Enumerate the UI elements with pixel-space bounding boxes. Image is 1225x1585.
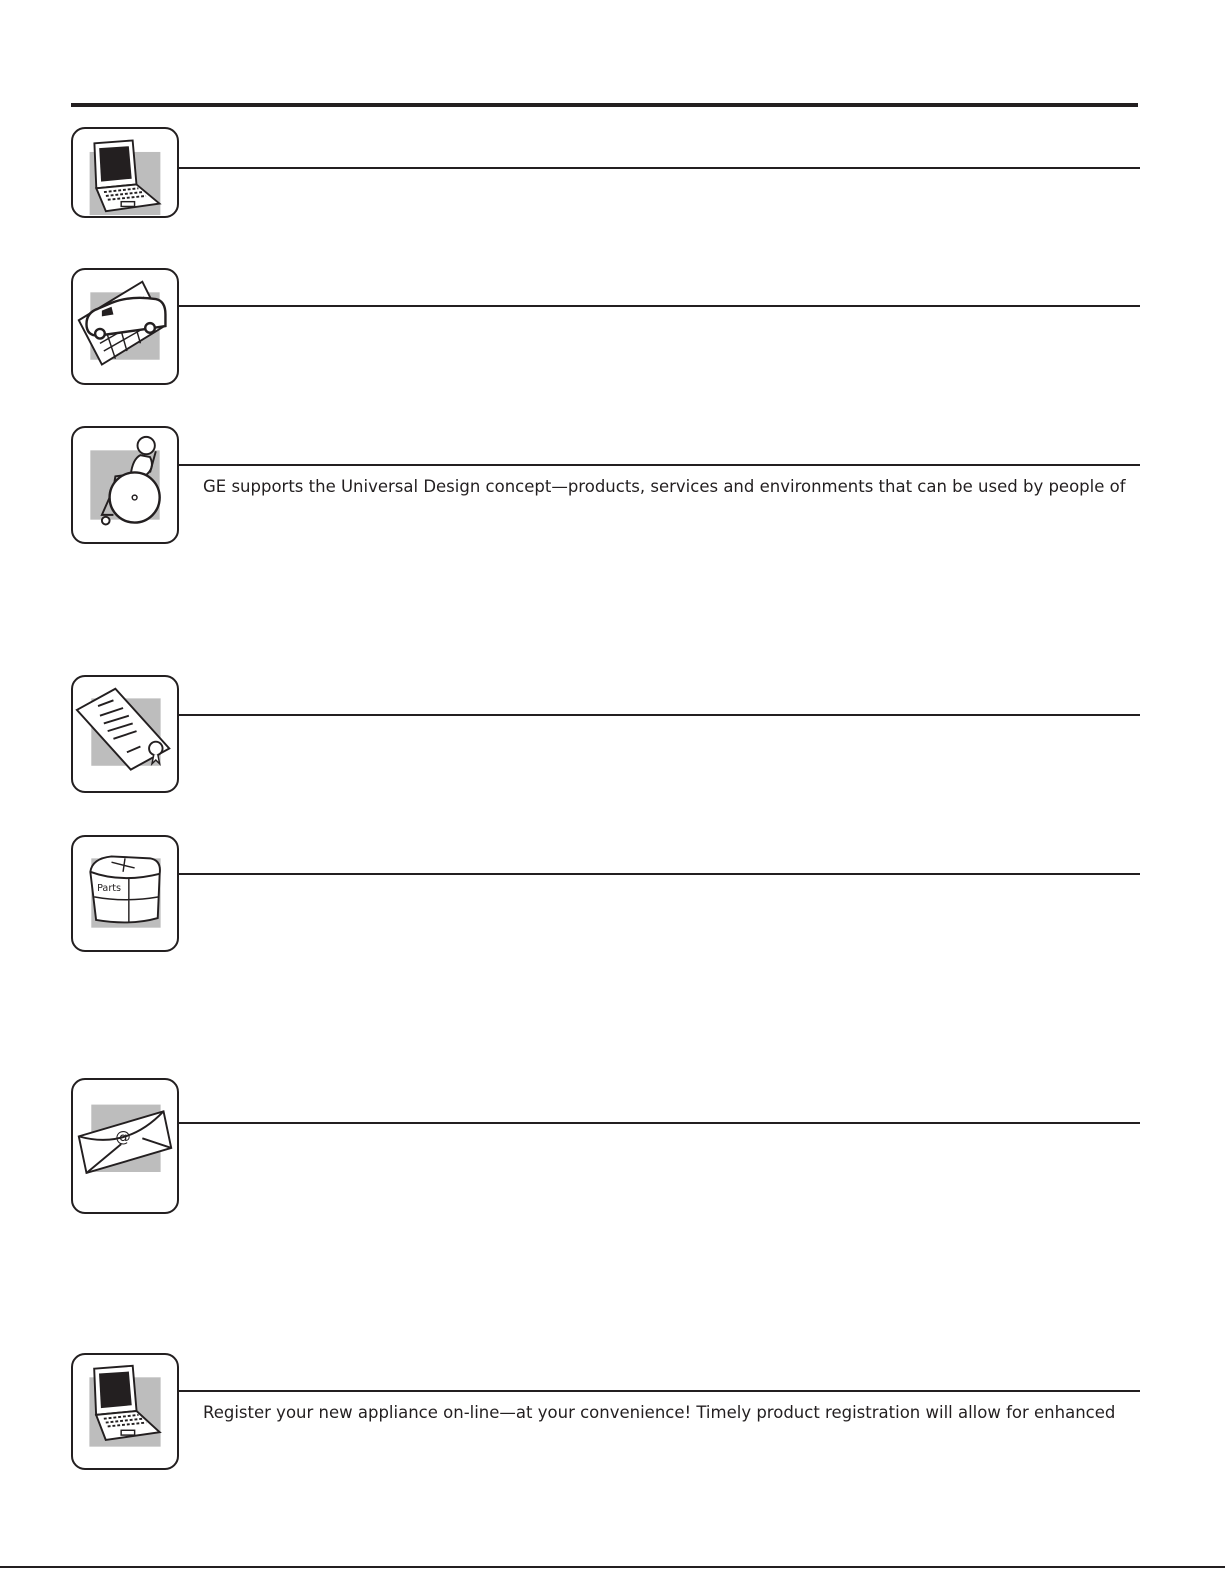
section-rule bbox=[179, 464, 1140, 466]
section-rule bbox=[179, 714, 1140, 716]
parts-label: Parts bbox=[97, 883, 122, 895]
wheelchair-icon bbox=[71, 426, 179, 544]
laptop-icon bbox=[71, 1353, 179, 1470]
section-rule bbox=[179, 167, 1140, 169]
laptop-icon bbox=[71, 127, 179, 218]
email-at-symbol: @ bbox=[115, 1128, 131, 1147]
section-rule bbox=[179, 305, 1140, 307]
header-rule bbox=[71, 103, 1138, 107]
parts-box-icon bbox=[71, 835, 179, 952]
universal-design-text: GE supports the Universal Design concept—products, services and environments that can be used by people of bbox=[203, 477, 1126, 496]
email-envelope-icon bbox=[71, 1078, 179, 1214]
certificate-icon bbox=[71, 675, 179, 793]
service-van-icon bbox=[71, 268, 179, 385]
footer-rule bbox=[0, 1566, 1225, 1568]
section-rule bbox=[179, 1122, 1140, 1124]
section-rule bbox=[179, 873, 1140, 875]
section-rule bbox=[179, 1390, 1140, 1392]
registration-text: Register your new appliance on-line—at your convenience! Timely product registration will allow for enhanced bbox=[203, 1403, 1116, 1422]
